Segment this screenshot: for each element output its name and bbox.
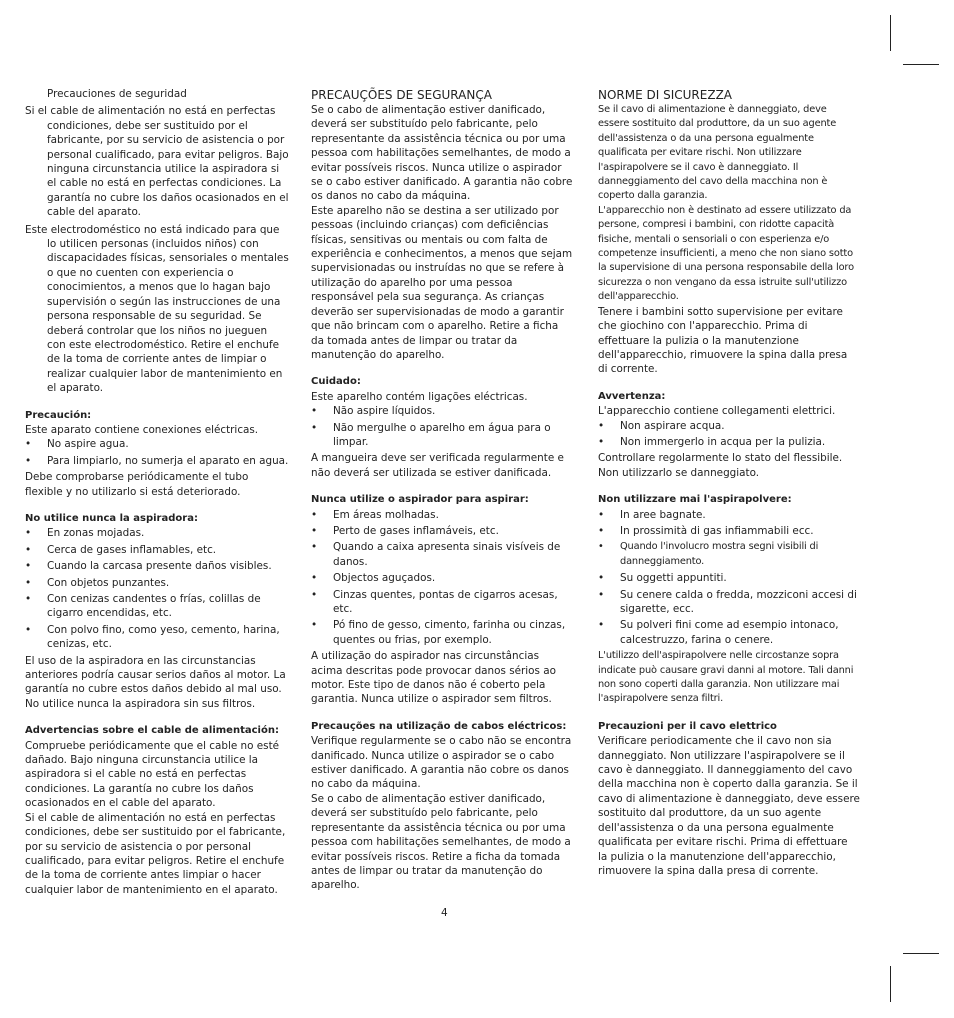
list-item: • Su cenere calda o fredda, mozziconi accesi di sigarette, ecc. bbox=[598, 588, 860, 617]
paragraph: Este electrodoméstico no está indicado para que lo utilicen personas (incluidos niños) con discapacidades físicas, sensoriales o mentales o que no cuenten con experiencia o conocimientos, a menos que lo hagan bajo supervisión o según las instrucciones de una persona responsable de su seguridad. Se deberá controlar que los niños no jueguen con este electrodoméstico. Retire el enchufe de la toma de corriente antes de limpiar o realizar cualquier labor de mantenimiento en el aparato. bbox=[25, 223, 289, 395]
section-heading: No utilice nunca la aspiradora: bbox=[25, 512, 198, 524]
list-item: • Con objetos punzantes. bbox=[25, 576, 289, 590]
list-item: • In prossimità di gas infiammabili ecc. bbox=[598, 524, 860, 538]
paragraph: Este aparato contiene conexiones eléctricas. bbox=[25, 423, 259, 436]
list bbox=[598, 419, 860, 450]
section-heading: Non utilizzare mai l'aspirapolvere: bbox=[598, 494, 792, 506]
list-item: • Em áreas molhadas. bbox=[311, 508, 573, 522]
paragraph: Se o cabo de alimentação estiver danificado, deverá ser substituído pelo fabricante, pelo representante da assistência técnica ou por uma pessoa com habilitações semelhantes, de modo a evitar possíveis riscos. Nunca utilize o aspirador se o cabo estiver danificado. A garantia não cobre os danos no cabo da máquina. bbox=[311, 104, 573, 203]
list-item: • Não mergulhe o aparelho em água para o limpar. bbox=[311, 421, 573, 450]
paragraph: Si el cable de alimentación no está en perfectas condiciones, debe ser sustituido por el fabricante, por su servicio de asistencia o por personal cualificado, para evitar peligros. Bajo ninguna circunstancia utilice la aspiradora si el cable no está en perfectas condiciones. La garantía no cubre los daños ocasionados en el cable del aparato. bbox=[25, 105, 289, 219]
list-item: • Su polveri fini come ad esempio intonaco, calcestruzzo, farina o cenere. bbox=[598, 618, 860, 647]
list-item: • In aree bagnate. bbox=[598, 508, 860, 522]
paragraph: Tenere i bambini sotto supervisione per evitare che giochino con l'apparecchio. Prima di effettuare la pulizia o la manutenzione dell'apparecchio, rimuovere la spina dalla presa di corrente. bbox=[598, 305, 848, 376]
paragraph: El uso de la aspiradora en las circunstancias anteriores podría causar serios daños al motor. La garantía no cubre estos daños debido al mal uso. No utilice nunca la aspiradora sin sus filtros. bbox=[25, 654, 286, 710]
list bbox=[311, 404, 573, 449]
list bbox=[25, 437, 289, 468]
list-item: • Cuando la carcasa presente daños visibles. bbox=[25, 559, 289, 573]
list-item: • Objectos aguçados. bbox=[311, 571, 573, 585]
column-spanish bbox=[25, 87, 289, 897]
paragraph: Compruebe periódicamente que el cable no esté dañado. Bajo ninguna circunstancia utilice la aspiradora si el cable no está en perfectas condiciones. La garantía no cubre los daños ocasionados en el cable del aparato. bbox=[25, 739, 280, 810]
paragraph: Se o cabo de alimentação estiver danificado, deverá ser substituído pelo fabricante, pelo representante da assistência técnica ou por uma pessoa com habilitações semelhantes, de modo a evitar possíveis riscos. Retire a ficha da tomada antes de limpar ou tratar da manutenção do aparelho. bbox=[311, 792, 571, 892]
paragraph: Este aparelho não se destina a ser utilizado por pessoas (incluindo crianças) com deficiências físicas, sensitivas ou mentais ou com falta de experiência e conhecimentos, a menos que sejam supervisionadas ou instruídas no que se refere à utilização do aparelho por uma pessoa responsável pela sua segurança. As crianças deverão ser supervisionadas de modo a garantir que não brincam com o aparelho. Retire a ficha da tomada antes de limpar ou tratar da manutenção do aparelho. bbox=[311, 204, 573, 361]
section-intro: Precauciones de seguridad bbox=[47, 88, 187, 100]
section-heading: Nunca utilize o aspirador para aspirar: bbox=[311, 494, 529, 506]
list-item: • Non immergerlo in acqua per la pulizia. bbox=[598, 435, 860, 449]
paragraph: Este aparelho contém ligações eléctricas. bbox=[311, 390, 528, 403]
section-title: NORME DI SICUREZZA bbox=[598, 88, 732, 102]
list bbox=[25, 526, 289, 651]
paragraph: A utilização do aspirador nas circunstâncias acima descritas pode provocar danos sérios ao motor. Este tipo de danos não é coberto pela garantia. Nunca utilize o aspirador sem filtros. bbox=[311, 650, 556, 706]
column-italian bbox=[598, 87, 860, 878]
paragraph: A mangueira deve ser verificada regularmente e não deverá ser utilizada se estiver danificada. bbox=[311, 452, 564, 479]
section-heading: Precauzioni per il cavo elettrico bbox=[598, 720, 777, 732]
paragraph: Debe comprobarse periódicamente el tubo flexible y no utilizarlo si está deteriorado. bbox=[25, 471, 249, 498]
crop-mark bbox=[903, 953, 939, 954]
list bbox=[598, 508, 860, 648]
section-title: PRECAUÇÕES DE SEGURANÇA bbox=[311, 88, 492, 102]
list-item: • Con cenizas candentes o frías, colillas de cigarro encendidas, etc. bbox=[25, 592, 289, 621]
list-item: • Perto de gases inflamáveis, etc. bbox=[311, 524, 573, 538]
list-item: • Cerca de gases inflamables, etc. bbox=[25, 543, 289, 557]
list-item: • No aspire agua. bbox=[25, 437, 289, 451]
list bbox=[311, 508, 573, 648]
list-item: • Quando l'involucro mostra segni visibili di danneggiamento. bbox=[598, 540, 860, 569]
page-number: 4 bbox=[441, 907, 448, 919]
list-item: • En zonas mojadas. bbox=[25, 526, 289, 540]
section-heading: Cuidado: bbox=[311, 376, 361, 388]
list-item: • Quando a caixa apresenta sinais visíveis de danos. bbox=[311, 540, 573, 569]
paragraph: Controllare regolarmente lo stato del flessibile. Non utilizzarlo se danneggiato. bbox=[598, 452, 843, 479]
paragraph: Se il cavo di alimentazione è danneggiato, deve essere sostituito dal produttore, da un suo agente dell'assistenza o da una persona egualmente qualificata per evitare rischi. Non utilizzare l'aspirapolvere se il cavo è danneggiato. Il danneggiamento del cavo della macchina non è coperto dalla garanzia. bbox=[598, 104, 837, 202]
section-heading: Precauções na utilização de cabos eléctricos: bbox=[311, 720, 567, 732]
paragraph: L'apparecchio non è destinato ad essere utilizzato da persone, compresi i bambini, con ridotte capacità fisiche, mentali o sensoriali o con esperienza e/o competenze insufficienti, a meno che non siano sotto la supervisione di una persona responsabile della loro sicurezza o non vengano da essa istruite sull'utilizzo dell'apparecchio. bbox=[598, 204, 854, 303]
list-item: • Pó fino de gesso, cimento, farinha ou cinzas, quentes ou frias, por exemplo. bbox=[311, 618, 573, 647]
section-heading: Avvertenza: bbox=[598, 390, 666, 402]
section-heading: Precaución: bbox=[25, 409, 92, 421]
column-portuguese bbox=[311, 87, 573, 893]
list-item: • Con polvo fino, como yeso, cemento, harina, cenizas, etc. bbox=[25, 623, 289, 652]
paragraph: Verificare periodicamente che il cavo non sia danneggiato. Non utilizzare l'aspirapolvere se il cavo è danneggiato. Il danneggiamento del cavo della macchina non è coperto dalla garanzia. Se il cavo di alimentazione è danneggiato, deve essere sostituito dal produttore, da un suo agente dell'assistenza o da una persona egualmente qualificata per evitare rischi. Prima di effettuare la pulizia o la manutenzione dell'apparecchio, rimuovere la spina dalla presa di corrente. bbox=[598, 735, 860, 877]
paragraph: L'utilizzo dell'aspirapolvere nelle circostanze sopra indicate può causare gravi danni al motore. Tali danni non sono coperti dalla garanzia. Non utilizzare mai l'aspirapolvere senza filtri. bbox=[598, 650, 854, 705]
list-item: • Para limpiarlo, no sumerja el aparato en agua. bbox=[25, 454, 289, 468]
list-item: • Cinzas quentes, pontas de cigarros acesas, etc. bbox=[311, 588, 573, 617]
paragraph: Verifique regularmente se o cabo não se encontra danificado. Nunca utilize o aspirador se o cabo estiver danificado. A garantia não cobre os danos no cabo da máquina. bbox=[311, 735, 572, 791]
crop-mark bbox=[903, 64, 939, 65]
paragraph: L'apparecchio contiene collegamenti elettrici. bbox=[598, 405, 836, 418]
list-item: • Não aspire líquidos. bbox=[311, 404, 573, 418]
crop-mark bbox=[890, 966, 891, 1002]
list-item: • Su oggetti appuntiti. bbox=[598, 571, 860, 585]
paragraph: Si el cable de alimentación no está en perfectas condiciones, debe ser sustituido por el fabricante, por su servicio de asistencia o por personal cualificado, para evitar peligros. Retire el enchufe de la toma de corriente antes limpiar o hacer cualquier labor de mantenimiento en el aparato. bbox=[25, 811, 286, 896]
section-heading: Advertencias sobre el cable de alimentación: bbox=[25, 725, 279, 737]
crop-mark bbox=[890, 15, 891, 51]
list-item: • Non aspirare acqua. bbox=[598, 419, 860, 433]
